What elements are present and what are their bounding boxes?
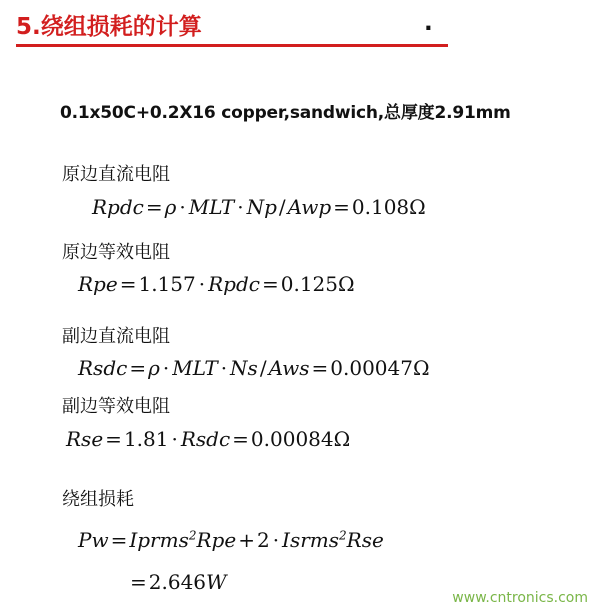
- eq-pw-equals-2: =: [130, 570, 147, 594]
- equation-pw-line1: [78, 528, 384, 552]
- eq-rsdc-unit: Ω: [412, 356, 430, 380]
- eq-rpdc-awp: Awp: [287, 195, 332, 219]
- site-watermark: www.cntronics.com: [452, 590, 588, 606]
- eq-pw-term1: Iprms: [129, 528, 189, 552]
- title-underline-rule: [16, 44, 448, 47]
- equation-rse: [66, 427, 350, 451]
- eq-rpdc-dot-1: ·: [179, 195, 186, 219]
- eq-rse-coef: 1.81: [123, 427, 169, 451]
- page-title-block: [16, 14, 464, 40]
- eq-rpe-coef: 1.157: [138, 272, 196, 296]
- eq-rpdc-mlt: MLT: [188, 195, 235, 219]
- eq-pw-sup1: 2: [188, 528, 197, 543]
- label-primary-dc-resistance: 原边直流电阻: [62, 164, 170, 185]
- eq-rse-equals-2: =: [232, 427, 249, 451]
- eq-rse-rhs: Rsdc: [180, 427, 231, 451]
- eq-rsdc-dot-1: ·: [162, 356, 170, 380]
- eq-rpdc-dot-2: ·: [237, 195, 244, 219]
- equation-rpe: [78, 272, 355, 296]
- eq-rsdc-mlt: MLT: [172, 356, 218, 380]
- eq-rpe-lhs: Rpe: [78, 272, 118, 296]
- eq-rse-dot-1: ·: [171, 427, 178, 451]
- eq-pw-equals-1: =: [110, 528, 128, 552]
- eq-rsdc-value: 0.00047: [330, 356, 413, 380]
- eq-rsdc-ns: Ns: [230, 356, 258, 380]
- eq-pw-plus: +: [238, 528, 255, 552]
- eq-rsdc-dot-2: ·: [220, 356, 228, 380]
- equation-rpdc: [92, 195, 426, 219]
- eq-rpdc-value: 0.108: [351, 195, 410, 219]
- spec-heading: 0.1x50C+0.2X16 copper,sandwich,总厚度2.91mm: [60, 103, 511, 123]
- eq-pw-coef: 2: [256, 528, 270, 552]
- eq-rpdc-equals-1: =: [145, 195, 163, 219]
- eq-pw-lhs: Pw: [78, 528, 109, 552]
- eq-rpe-rhs: Rpdc: [208, 272, 260, 296]
- label-secondary-dc-resistance: 副边直流电阻: [62, 326, 170, 347]
- eq-rsdc-slash: /: [259, 356, 267, 380]
- eq-rpe-equals-2: =: [261, 272, 279, 296]
- equation-pw-line2: [128, 570, 227, 594]
- page-title: 5.绕组损耗的计算: [16, 14, 202, 40]
- title-trailing-mark: .: [424, 10, 433, 36]
- equation-rsdc: [78, 356, 430, 380]
- eq-pw-unit: W: [206, 570, 227, 594]
- label-secondary-equivalent-resistance: 副边等效电阻: [62, 396, 170, 417]
- eq-pw-value: 2.646: [148, 570, 207, 594]
- label-primary-equivalent-resistance: 原边等效电阻: [62, 242, 170, 263]
- eq-pw-dot-1: ·: [272, 528, 280, 552]
- eq-rpdc-np: Np: [246, 195, 277, 219]
- eq-rpdc-equals-2: =: [333, 195, 350, 219]
- label-winding-loss: 绕组损耗: [62, 489, 134, 510]
- eq-rsdc-equals-1: =: [129, 356, 147, 380]
- eq-rpe-unit: Ω: [338, 272, 355, 296]
- eq-rsdc-aws: Aws: [268, 356, 310, 380]
- eq-pw-term1b: Rpe: [196, 528, 237, 552]
- eq-rpdc-lhs: Rpdc: [92, 195, 144, 219]
- eq-rpe-value: 0.125: [280, 272, 338, 296]
- eq-rsdc-lhs: Rsdc: [78, 356, 128, 380]
- eq-pw-term2: Isrms: [282, 528, 339, 552]
- eq-rpe-dot-1: ·: [198, 272, 206, 296]
- eq-rpdc-rho: ρ: [164, 195, 177, 219]
- eq-rsdc-rho: ρ: [148, 356, 160, 380]
- eq-rse-unit: Ω: [333, 427, 351, 451]
- eq-pw-sup2: 2: [339, 528, 347, 543]
- eq-rpe-equals-1: =: [119, 272, 137, 296]
- eq-rse-equals-1: =: [105, 427, 122, 451]
- eq-rse-value: 0.00084: [250, 427, 334, 451]
- eq-rse-lhs: Rse: [66, 427, 104, 451]
- eq-rpdc-unit: Ω: [409, 195, 426, 219]
- eq-rsdc-equals-2: =: [311, 356, 329, 380]
- eq-pw-term2b: Rse: [346, 528, 384, 552]
- eq-rpdc-slash: /: [278, 195, 286, 219]
